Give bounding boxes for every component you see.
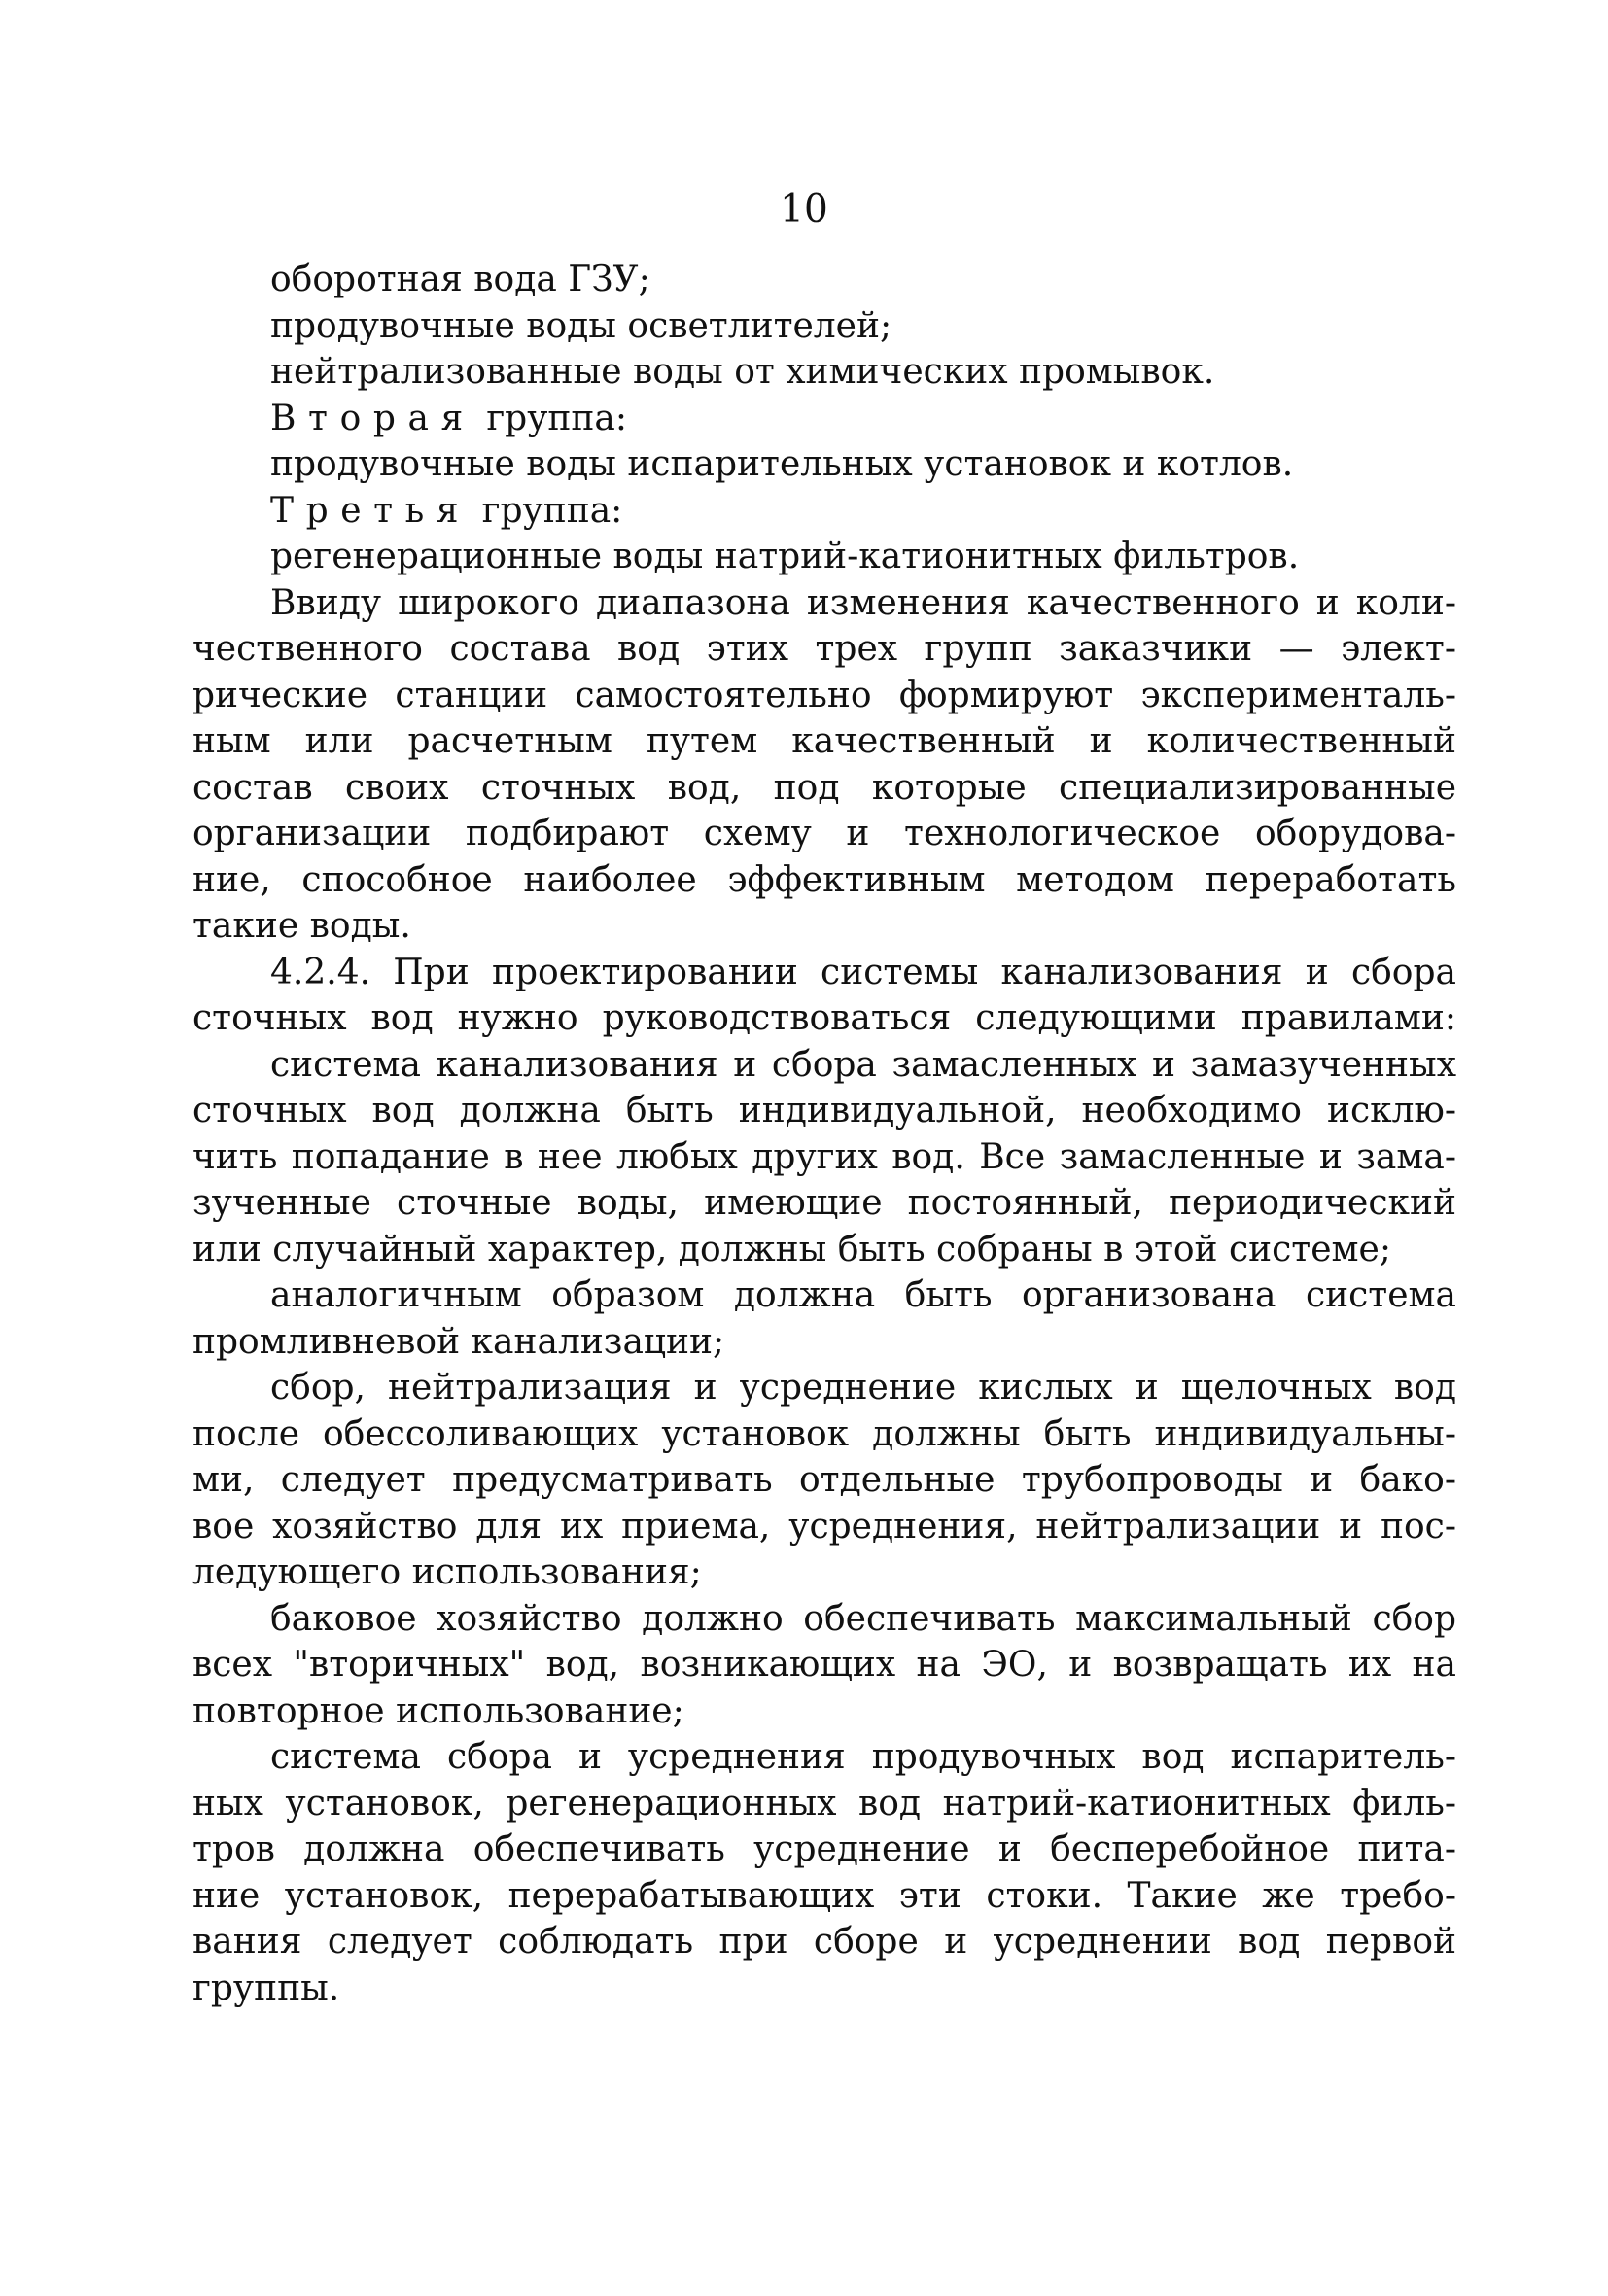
text-line: ледующего использования; [192,1552,702,1592]
text-line: такие воды. [192,906,411,946]
text-line: всех "вторичных" вод, возникающих на ЭО, и возвращать их на [192,1645,1456,1685]
text-line: Ввиду широкого диапазона изменения качественного и коли- [270,582,1456,623]
document-body [192,257,1456,2011]
text-line: вое хозяйство для их приема, усреднения, нейтрализации и пос- [192,1506,1456,1547]
text-line: система сбора и усреднения продувочных вод испаритель- [270,1737,1456,1777]
text-line: ных установок, регенерационных вод натрий-катионитных филь- [192,1783,1456,1824]
text-line: сбор, нейтрализация и усреднение кислых и щелочных вод [270,1368,1456,1408]
text-line: ние установок, перерабатывающих эти стоки. Такие же требо- [192,1875,1456,1916]
text-line: сточных вод должна быть индивидуальной, необходимо исклю- [192,1091,1456,1131]
text-line: группы. [192,1967,340,2008]
group-heading-spaced: Вторая [270,398,475,438]
text-line: ным или расчетным путем качественный и количественный [192,721,1456,761]
group-heading-line [192,396,1456,442]
text-line: рические станции самостоятельно формируют эксперименталь- [192,675,1456,715]
text-line: чественного состава вод этих трех групп заказчики — элект- [192,629,1456,669]
text-line: продувочные воды осветлителей; [270,305,892,346]
text-line: после обессоливающих установок должны быть индивидуальны- [192,1413,1456,1454]
text-line: тров должна обеспечивать усреднение и бесперебойное пита- [192,1829,1456,1869]
text-line: сточных вод нужно руководствоваться следующими правилами: [192,998,1456,1038]
text-line: зученные сточные воды, имеющие постоянный, периодический [192,1183,1456,1223]
group-heading-rest: группа: [471,490,623,531]
text-line: продувочные воды испарительных установок и котлов. [270,444,1294,484]
text-line: ми, следует предусматривать отдельные трубопроводы и бако- [192,1460,1456,1500]
group-heading-rest: группа: [474,398,627,438]
group-heading-line [192,488,1456,535]
text-line: нейтрализованные воды от химических промывок. [270,352,1215,392]
text-line: аналогичным образом должна быть организована система [270,1275,1456,1315]
text-line: промливневой канализации; [192,1321,725,1362]
page-number: 10 [780,188,828,231]
text-line: регенерационные воды натрий-катионитных фильтров. [270,537,1300,576]
text-line: чить попадание в нее любых других вод. Все замасленные и зама- [192,1136,1456,1177]
text-line: или случайный характер, должны быть собраны в этой системе; [192,1229,1391,1270]
group-heading-spaced: Третья [270,490,472,531]
text-line: повторное использование; [192,1690,684,1731]
text-line: организации подбирают схему и технологическое оборудова- [192,814,1456,853]
section-4-2-4-line: 4.2.4. При проектировании системы канализования и сбора [270,952,1456,992]
text-line: баковое хозяйство должно обеспечивать максимальный сбор [270,1598,1456,1639]
text-line: ние, способное наиболее эффективным методом переработать [192,859,1456,900]
text-line: состав своих сточных вод, под которые специализированные [192,767,1456,808]
text-line: система канализования и сбора замасленных и замазученных [270,1044,1456,1085]
text-line: оборотная вода ГЗУ; [270,260,650,299]
text-line: вания следует соблюдать при сборе и усреднении вод первой [192,1922,1456,1962]
